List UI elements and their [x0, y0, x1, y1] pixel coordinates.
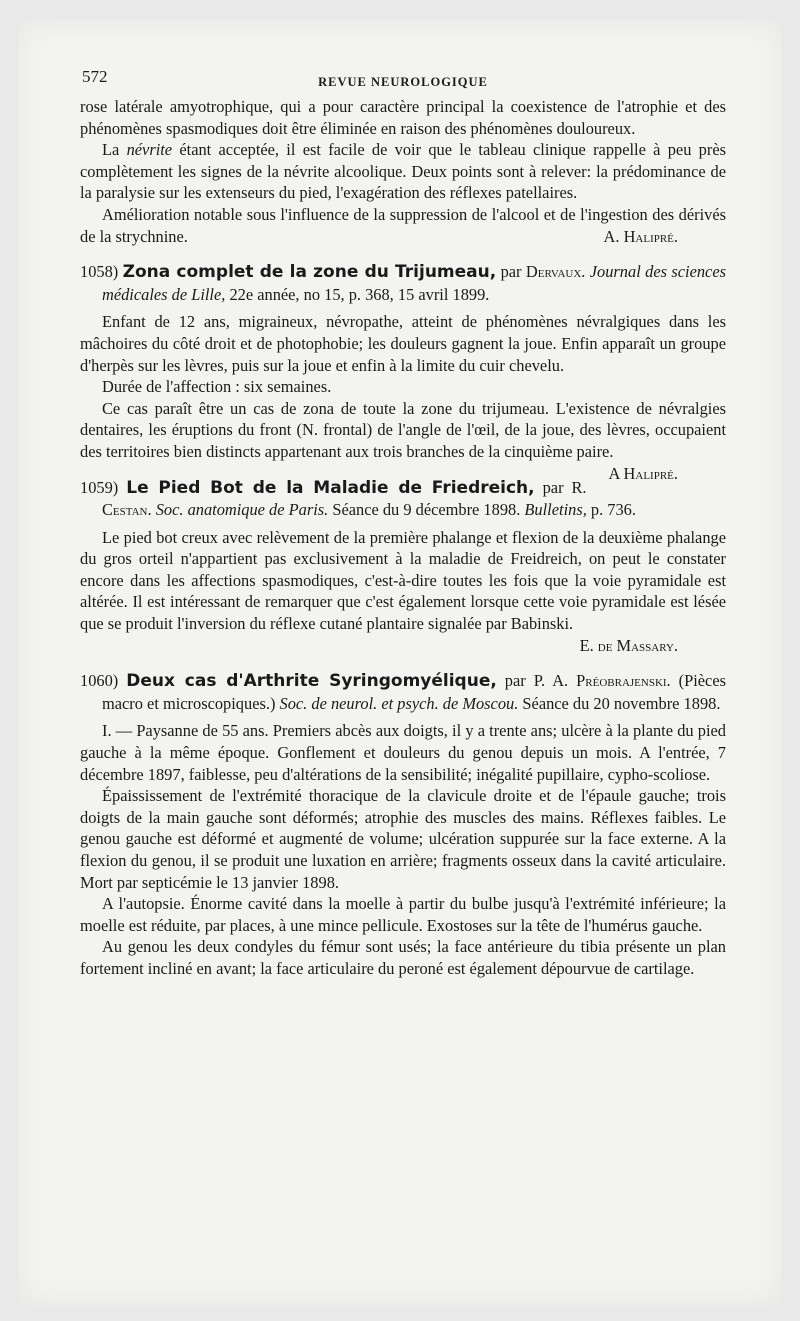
article-1058-title: Zona complet de la zone du Trijumeau, [122, 262, 497, 283]
article-1058-paragraph-2: Durée de l'affection : six semaines. [102, 377, 332, 397]
article-1059-number: 1059) [80, 477, 119, 497]
intro-paragraph-3 [80, 204, 726, 247]
article-1058-paragraph-3 [80, 398, 726, 483]
article-1060-source: Soc. de neurol. et psych. de Moscou. [279, 693, 519, 713]
article-1058-source: Journal des sciences médicales de Lille, [102, 262, 726, 304]
article-1059-signature: E. de Massary. [579, 635, 678, 655]
article-1060-paragraph-1: I. — Paysanne de 55 ans. Premiers abcès aux doigts, il y a trente ans; ulcère à la plante du pied gauche à la même époque. Gonflement et douleurs du genou depuis un mois. A l'entrée, 7 décembre 1897, faiblesse, peu d'altérations de la sensibilité; inégalité pupillaire, cypho-scoliose. [80, 721, 726, 784]
article-1059-par: par [534, 477, 572, 497]
article-1060-paragraph-2: Épaississement de l'extrémité thoracique de la clavicule droite et de l'épaule gauche; trois doigts de la main gauche sont déformés; atrophie des muscles des mains. Réflexes faibles. Le genou gauche est déformé et augmenté de volume; ulcération suppurée sur la face externe. A la flexion du genou, il se produit une luxation en arrière; fragments osseux dans la cavité articulaire. Mort par septicémie le 13 janvier 1898. [80, 786, 726, 892]
article-1058-heading [80, 261, 726, 305]
article-1058-par: par [496, 262, 526, 282]
page-header [80, 66, 726, 96]
article-1060-number: 1060) [80, 671, 119, 691]
intro-paragraph-2 [80, 139, 726, 204]
article-1058-number: 1058) [80, 262, 119, 282]
article-1058-details: 22e année, no 15, p. 368, 15 avril 1899. [225, 284, 490, 304]
article-1060-par: par [496, 671, 534, 691]
page-number: 572 [82, 67, 108, 86]
intro-signature: A. Halipré. [603, 226, 678, 246]
article-1060-title: Deux cas d'Arthrite Syringomyélique, [126, 671, 497, 692]
article-1060-heading [80, 670, 726, 714]
article-1059-source-2: Bulletins, [524, 500, 587, 520]
article-1060-author: P. A. Préobrajenski. [533, 671, 671, 691]
article-1059-paragraph-1: Le pied bot creux avec relèvement de la première phalange et flexion de la deuxième phalange du gros orteil n'appartient pas exclusivement à la maladie de Freidreich, on peut le constater encore dans les affections spasmodiques, c'est-à-dire toutes les fois que la voie pyramidale est altérée. Il est intéressant de remarquer que c'est également lorsque cette voie pyramidale est lésée que se produit l'inversion du réflexe cutané plantaire signalée par Babinski. [80, 527, 726, 634]
article-1059-author: R. Cestan. [102, 477, 587, 520]
article-1059-details-2: p. 736. [586, 500, 636, 520]
intro-paragraph-2-emphasis: névrite [126, 140, 173, 160]
article-1060-paragraph-4: Au genou les deux condyles du fémur sont usés; la face antérieure du tibia présente un plan fortement incliné en avant; la face articulaire du peroné est également dépourvue de cartilage. [80, 937, 726, 978]
intro-paragraph-1: rose latérale amyotrophique, qui a pour caractère principal la coexistence de l'atrophie et des phénomènes spasmodiques doit être éliminée en raison des phénomènes douloureux. [80, 97, 726, 138]
article-1058-paragraph-1: Enfant de 12 ans, migraineux, névropathe, atteint de phénomènes névralgiques dans les mâchoires du côté droit et de photophobie; les douleurs gagnent la joue. Enfin apparaît un groupe d'herpès sur les lèvres, puis sur la joue et enfin à la limite du cuir chevelu. [80, 312, 726, 375]
text-column [80, 66, 726, 980]
running-title: REVUE NEUROLOGIQUE [318, 75, 488, 89]
article-1058-author: Dervaux. [525, 262, 586, 282]
intro-paragraph-2-post: étant acceptée, il est facile de voir que le tableau clinique rappelle à peu près complètement les signes de la névrite alcoolique. Deux points sont à relever: la prédominance de la paralysie sur les extenseurs du pied, l'exagération des réflexes patellaires. [80, 140, 726, 203]
article-1060-details-2: Séance du 20 novembre 1898. [518, 693, 721, 713]
article-1058-paragraph-3-text: Ce cas paraît être un cas de zona de toute la zone du trijumeau. L'existence de névralgies dentaires, les éruptions du front (N. frontal) de l'angle de l'œil, de la joue, des lèvres, occupaient des territoires bien distincts appartenant aux trois branches de la cinquième paire. [80, 398, 726, 461]
intro-paragraph-3-text: Amélioration notable sous l'influence de la suppression de l'alcool et de l'ingestion des dérivés de la strychnine. [80, 204, 726, 246]
intro-paragraph-2-pre: La [102, 140, 127, 160]
article-1060-details-1: (Pièces macro et microscopiques.) [102, 671, 726, 713]
article-1059-details-1: Séance du 9 décembre 1898. [328, 500, 525, 520]
article-1060-paragraph-3: A l'autopsie. Énorme cavité dans la moelle à partir du bulbe jusqu'à l'extrémité inférieure; la moelle est réduite, par places, à une mince pellicule. Exostoses sur la tête de l'humérus gauche. [80, 894, 726, 935]
article-1058-signature: A Halipré. [608, 463, 678, 483]
article-1059-source: Soc. anatomique de Paris. [155, 500, 329, 520]
article-1059-title: Le Pied Bot de la Maladie de Friedreich, [126, 477, 535, 498]
